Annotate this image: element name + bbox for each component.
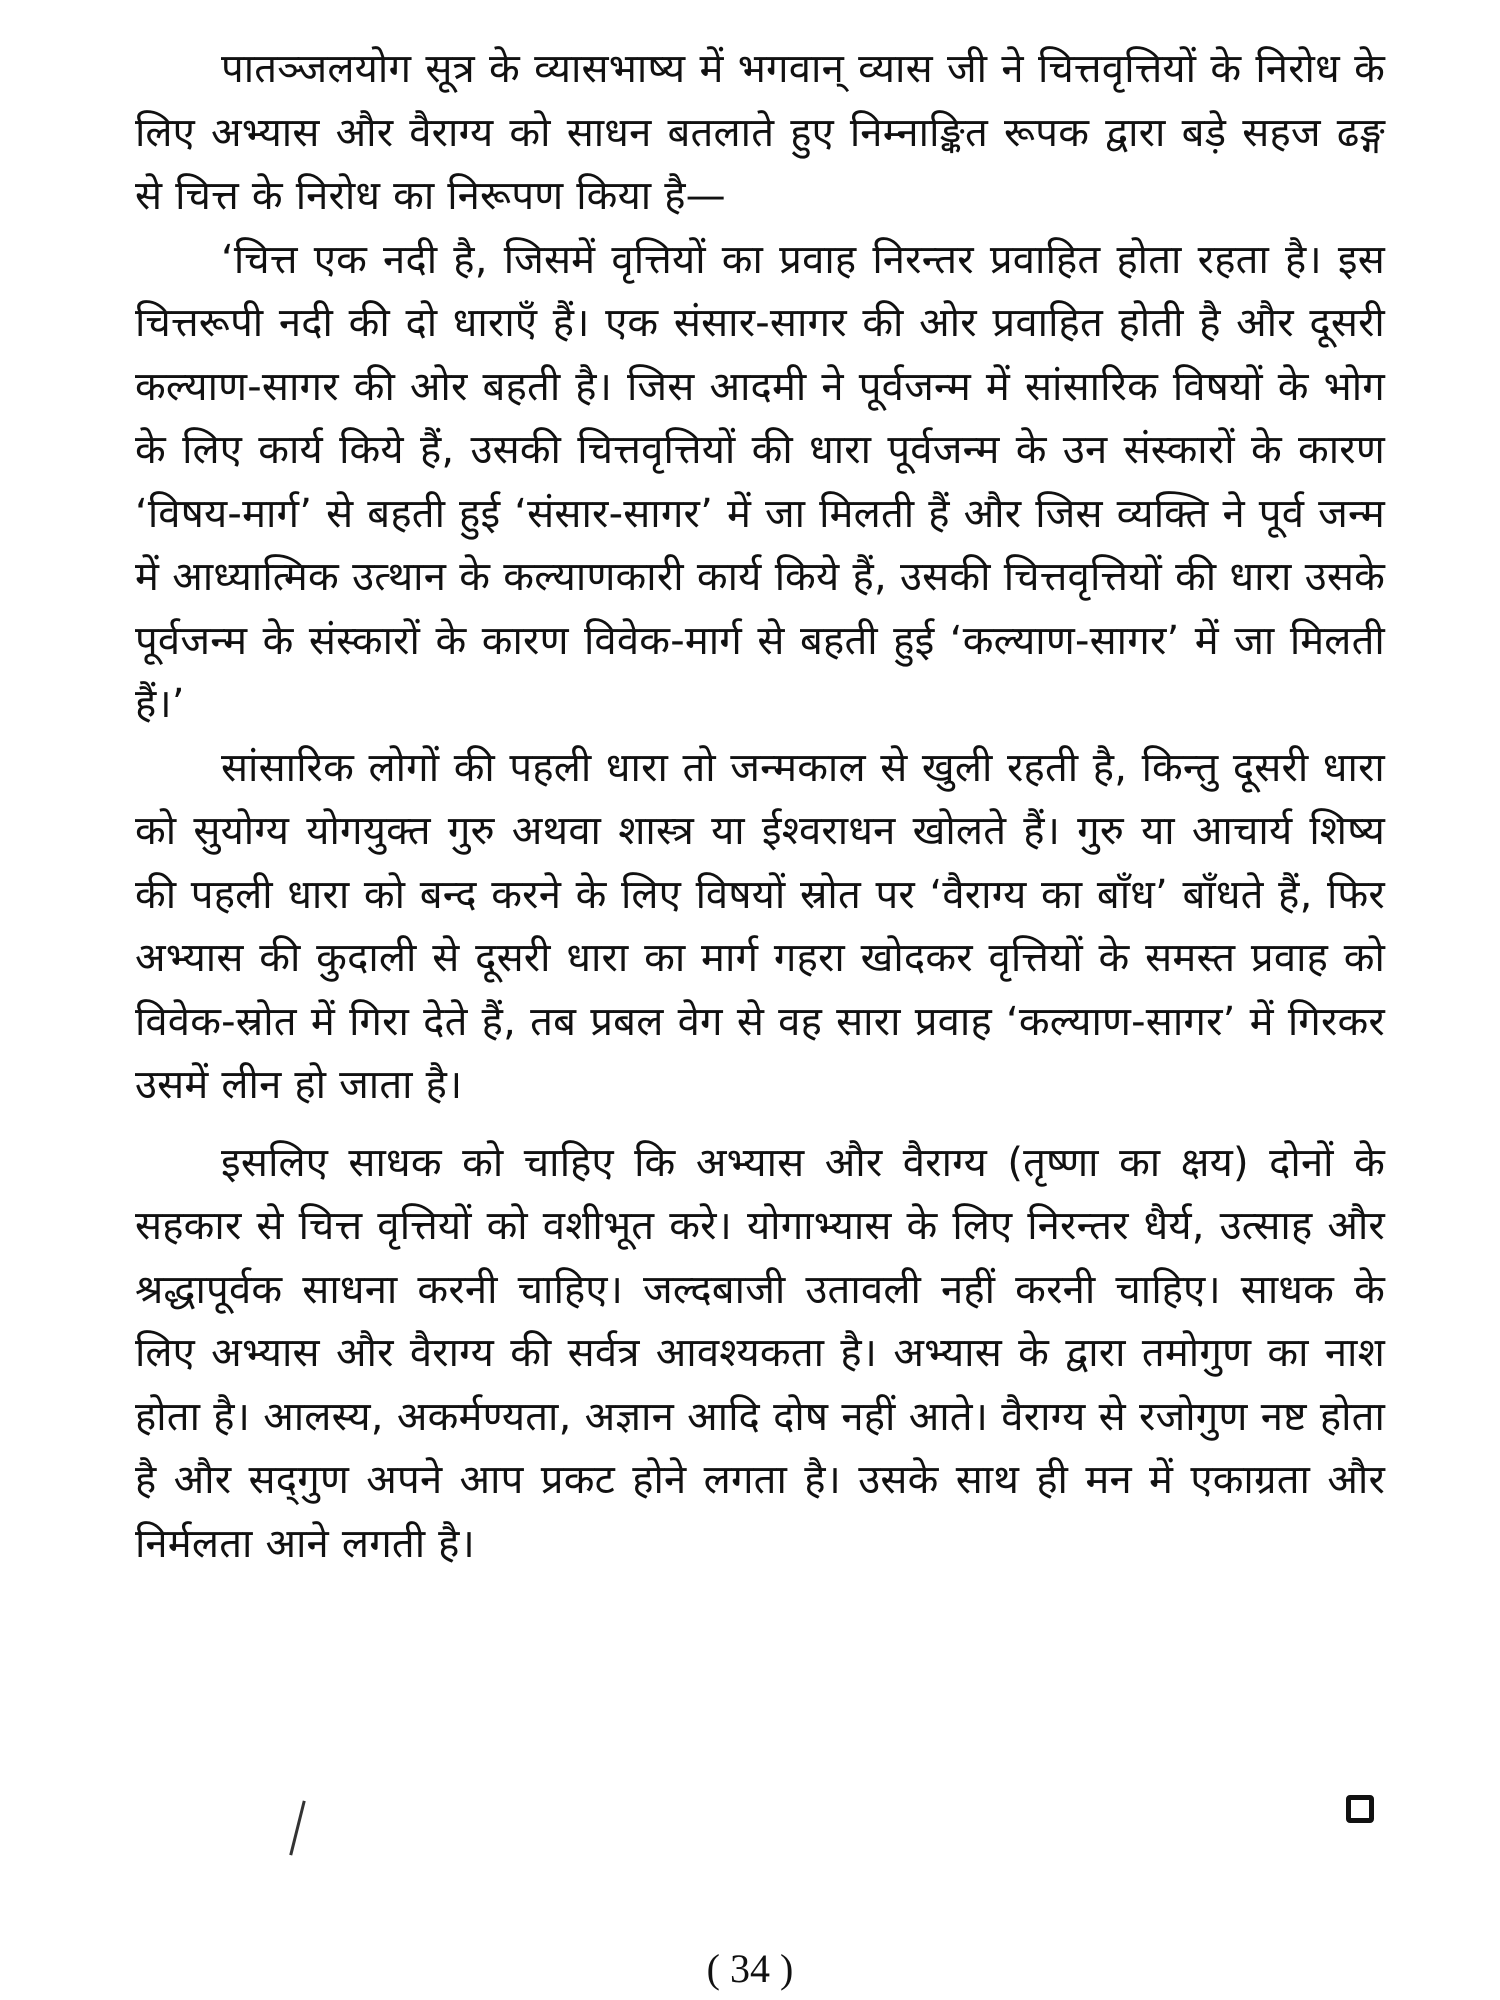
- paragraph-4: इसलिए साधक को चाहिए कि अभ्यास और वैराग्य (तृष्णा का क्षय) दोनों के सहकार से चित्त वृत्तियों को वशीभूत करे। योगाभ्यास के लिए निरन्तर धैर्य, उत्साह और श्रद्धापूर्वक साधना करनी चाहिए। जल्दबाजी उतावली नहीं करनी चाहिए। साधक के लिए अभ्यास और वैराग्य की सर्वत्र आवश्यकता है। अभ्यास के द्वारा तमोगुण का नाश होता है। आलस्य, अकर्मण्यता, अज्ञान आदि दोष नहीं आते। वैराग्य से रजोगुण नष्ट होता है और सद्‌गुण अपने आप प्रकट होने लगता है। उसके साथ ही मन में एकाग्रता और निर्मलता आने लगती है।: [135, 1139, 1385, 1567]
- paragraph-1: पातञ्जलयोग सूत्र के व्यासभाष्य में भगवान् व्यास जी ने चित्तवृत्तियों के निरोध के लिए अभ्यास और वैराग्य को साधन बतलाते हुए निम्नाङ्कित रूपक द्वारा बड़े सहज ढङ्ग से चित्त के निरोध का निरूपण किया है—: [135, 46, 1385, 219]
- scan-mark: [289, 1800, 305, 1855]
- paragraph-2: ‘चित्त एक नदी है, जिसमें वृत्तियों का प्रवाह निरन्तर प्रवाहित होता रहता है। इस चित्तरूपी नदी की दो धाराएँ हैं। एक संसार-सागर की ओर प्रवाहित होती है और दूसरी कल्याण-सागर की ओर बहती है। जिस आदमी ने पूर्वजन्म में सांसारिक विषयों के भोग के लिए कार्य किये हैं, उसकी चित्तवृत्तियों की धारा पूर्वजन्म के उन संस्कारों के कारण ‘विषय-मार्ग’ से बहती हुई ‘संसार-सागर’ में जा मिलती हैं और जिस व्यक्ति ने पूर्व जन्म में आध्यात्मिक उत्थान के कल्याणकारी कार्य किये हैं, उसकी चित्तवृत्तियों की धारा उसके पूर्वजन्म के संस्कारों के कारण विवेक-मार्ग से बहती हुई ‘कल्याण-सागर’ में जा मिलती हैं।’: [135, 236, 1385, 727]
- page-number: ( 34 ): [706, 1946, 794, 1991]
- body-text: [135, 38, 1385, 1576]
- end-of-section-icon: [1346, 1795, 1374, 1823]
- paragraph-3: सांसारिक लोगों की पहली धारा तो जन्मकाल से खुली रहती है, किन्तु दूसरी धारा को सुयोग्य योगयुक्त गुरु अथवा शास्त्र या ईश्वराधन खोलते हैं। गुरु या आचार्य शिष्य की पहली धारा को बन्द करने के लिए विषयों स्रोत पर ‘वैराग्य का बाँध’ बाँधते हैं, फिर अभ्यास की कुदाली से दूसरी धारा का मार्ग गहरा खोदकर वृत्तियों के समस्त प्रवाह को विवेक-स्रोत में गिरा देते हैं, तब प्रबल वेग से वह सारा प्रवाह ‘कल्याण-सागर’ में गिरकर उसमें लीन हो जाता है।: [135, 744, 1385, 1108]
